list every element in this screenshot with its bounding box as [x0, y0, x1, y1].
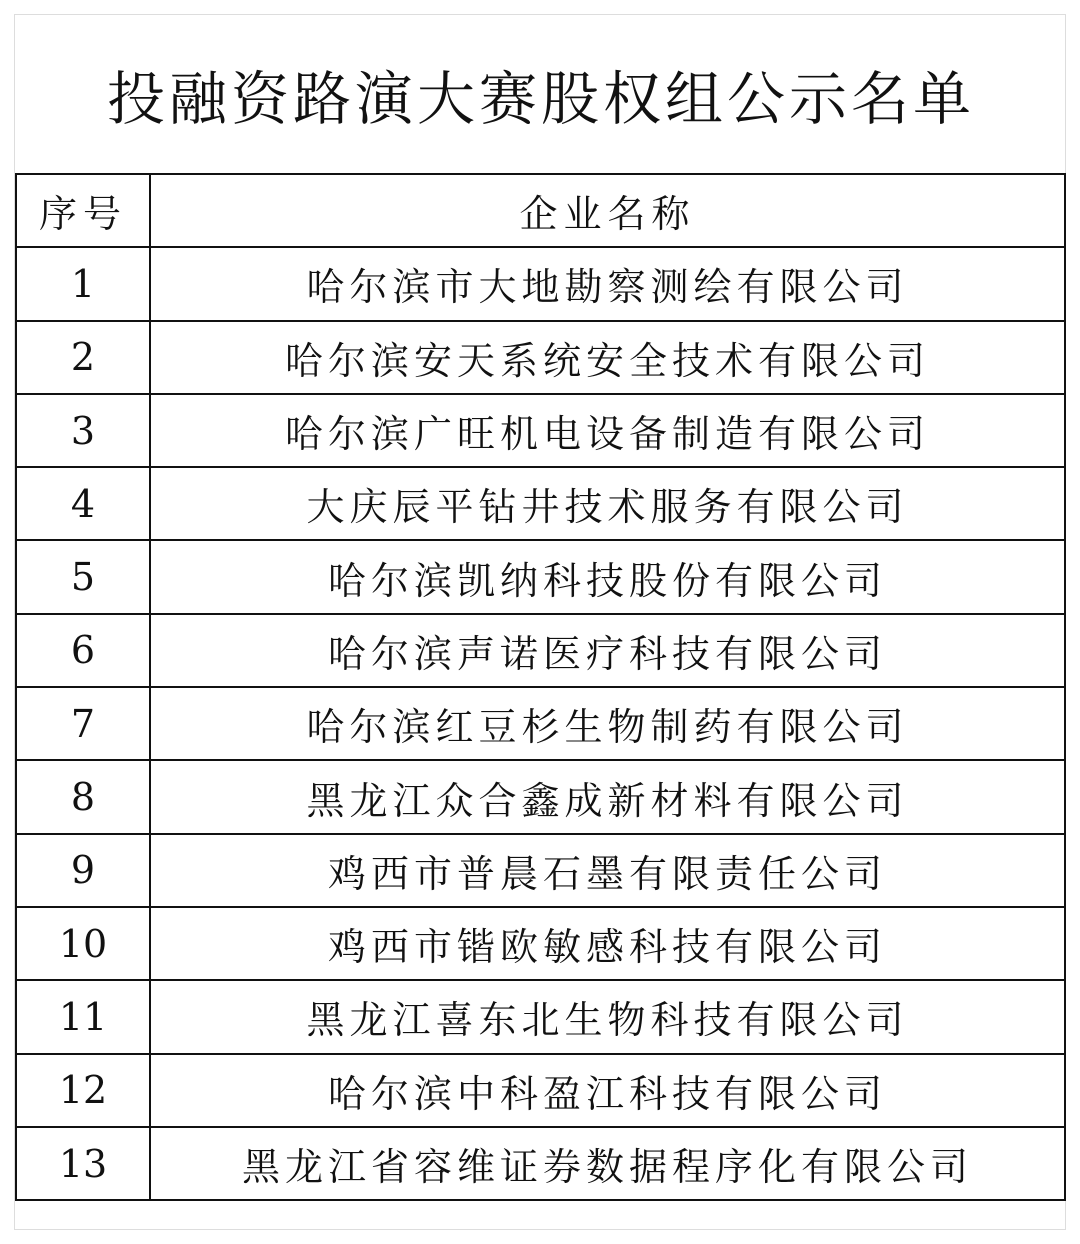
row-company-name: 黑龙江众合鑫成新材料有限公司 — [150, 760, 1065, 833]
row-serial-number: 9 — [16, 834, 150, 907]
document-sheet — [14, 14, 1066, 1230]
row-company-name: 哈尔滨广旺机电设备制造有限公司 — [150, 394, 1065, 467]
row-company-name: 哈尔滨中科盈江科技有限公司 — [150, 1054, 1065, 1127]
row-company-name: 鸡西市锴欧敏感科技有限公司 — [150, 907, 1065, 980]
row-serial-number: 6 — [16, 614, 150, 687]
table-header-row — [16, 174, 1065, 247]
row-serial-number: 12 — [16, 1054, 150, 1127]
row-company-name: 黑龙江省容维证券数据程序化有限公司 — [150, 1127, 1065, 1200]
row-company-name: 鸡西市普晨石墨有限责任公司 — [150, 834, 1065, 907]
row-serial-number: 4 — [16, 467, 150, 540]
row-serial-number: 11 — [16, 980, 150, 1053]
table-row — [16, 614, 1065, 687]
row-serial-number: 1 — [16, 247, 150, 320]
row-serial-number: 3 — [16, 394, 150, 467]
roster-table — [15, 173, 1066, 1201]
row-company-name: 哈尔滨凯纳科技股份有限公司 — [150, 540, 1065, 613]
table-row — [16, 1127, 1065, 1200]
row-company-name: 哈尔滨安天系统安全技术有限公司 — [150, 321, 1065, 394]
row-company-name: 哈尔滨红豆杉生物制药有限公司 — [150, 687, 1065, 760]
row-serial-number: 8 — [16, 760, 150, 833]
row-serial-number: 7 — [16, 687, 150, 760]
table-row — [16, 834, 1065, 907]
table-row — [16, 980, 1065, 1053]
row-serial-number: 2 — [16, 321, 150, 394]
table-row — [16, 540, 1065, 613]
table-row — [16, 1054, 1065, 1127]
row-company-name: 大庆辰平钻井技术服务有限公司 — [150, 467, 1065, 540]
table-row — [16, 394, 1065, 467]
row-company-name: 黑龙江喜东北生物科技有限公司 — [150, 980, 1065, 1053]
header-serial-number: 序号 — [16, 174, 150, 247]
row-serial-number: 13 — [16, 1127, 150, 1200]
table-row — [16, 687, 1065, 760]
header-company-name: 企业名称 — [150, 174, 1065, 247]
table-row — [16, 907, 1065, 980]
table-row — [16, 321, 1065, 394]
table-row — [16, 760, 1065, 833]
row-company-name: 哈尔滨声诺医疗科技有限公司 — [150, 614, 1065, 687]
page-title: 投融资路演大赛股权组公示名单 — [106, 65, 975, 133]
table-row — [16, 467, 1065, 540]
row-serial-number: 5 — [16, 540, 150, 613]
row-serial-number: 10 — [16, 907, 150, 980]
table-row — [16, 247, 1065, 320]
row-company-name: 哈尔滨市大地勘察测绘有限公司 — [150, 247, 1065, 320]
